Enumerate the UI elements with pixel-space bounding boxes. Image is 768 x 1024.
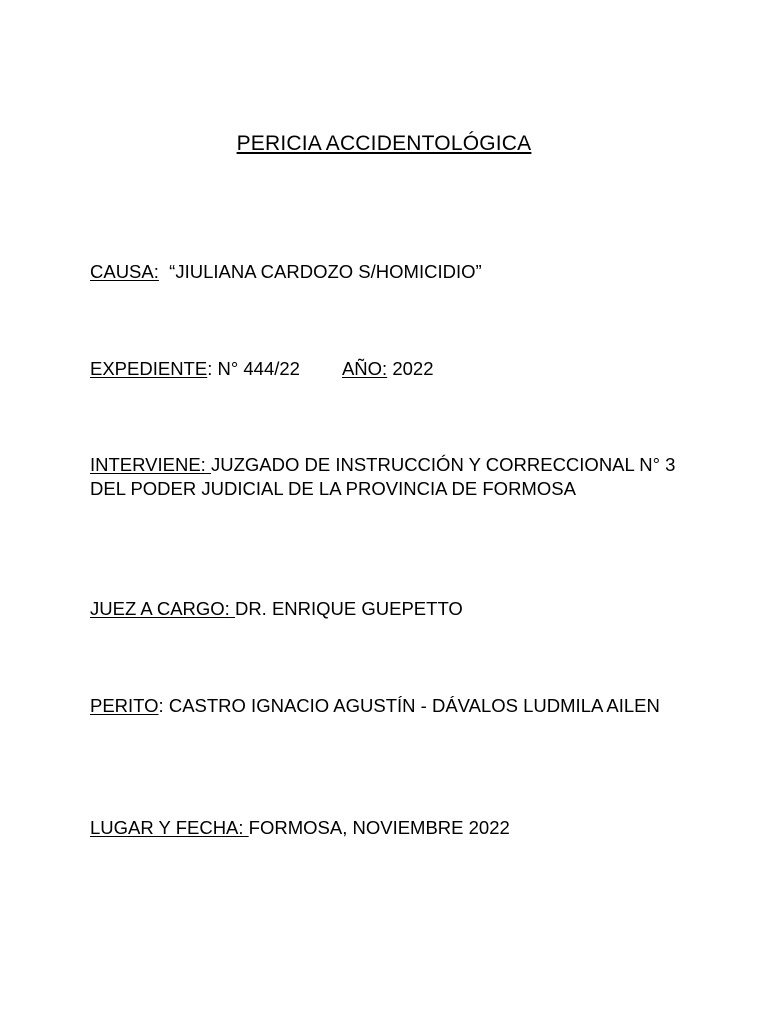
- anio-label: AÑO:: [341, 358, 388, 379]
- expediente-separator: :: [207, 358, 218, 379]
- perito-separator: :: [158, 695, 169, 716]
- expediente-label: EXPEDIENTE: [90, 358, 208, 379]
- perito-value: CASTRO IGNACIO AGUSTÍN - DÁVALOS LUDMILA AILEN: [168, 695, 660, 716]
- field-perito: [90, 694, 690, 718]
- interviene-value: JUZGADO DE INSTRUCCIÓN Y CORRECCIONAL N° 3 DEL PODER JUDICIAL DE LA PROVINCIA DE FORMOSA: [90, 454, 676, 499]
- field-juez: [90, 597, 690, 621]
- field-causa: [90, 260, 690, 284]
- document-title: PERICIA ACCIDENTOLÓGICA: [236, 132, 532, 155]
- field-interviene: [90, 453, 690, 501]
- lugar-label: LUGAR Y FECHA:: [90, 817, 244, 838]
- field-lugar-fecha: [90, 816, 690, 840]
- expediente-value: N° 444/22: [217, 358, 300, 379]
- anio-value: 2022: [392, 358, 434, 379]
- interviene-label: INTERVIENE:: [90, 454, 206, 475]
- causa-label: CAUSA:: [90, 261, 159, 282]
- juez-label: JUEZ A CARGO:: [90, 598, 230, 619]
- perito-label: PERITO: [90, 695, 159, 716]
- lugar-value: FORMOSA, NOVIEMBRE 2022: [248, 817, 510, 838]
- juez-value: DR. ENRIQUE GUEPETTO: [234, 598, 463, 619]
- field-expediente: [90, 357, 690, 381]
- causa-value: “JIULIANA CARDOZO S/HOMICIDIO”: [169, 261, 482, 282]
